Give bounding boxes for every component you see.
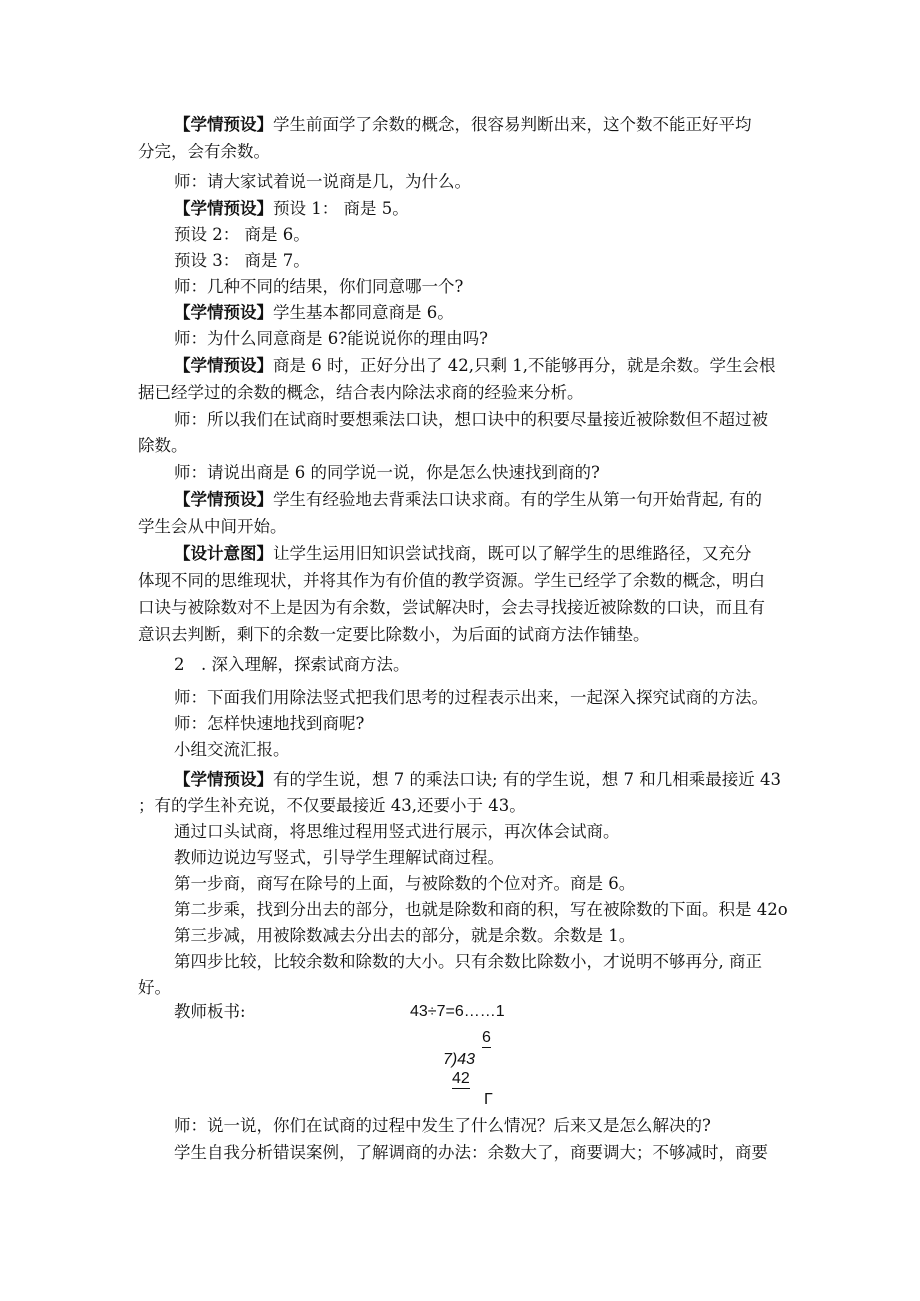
line-text: 学生有经验地去背乘法口诀求商。有的学生从第一句开始背起, 有的 [273, 490, 762, 509]
remainder: Γ [484, 1091, 493, 1108]
paragraph-line: 师：几种不同的结果，你们同意哪一个? [174, 277, 464, 296]
paragraph-line: 小组交流汇报。 [174, 740, 290, 759]
paragraph-line: 好。 [138, 978, 171, 997]
tag-label: 【学情预设】 [174, 770, 273, 789]
paragraph-line: 师：为什么同意商是 6?能说说你的理由吗? [174, 329, 488, 348]
tag-label: 【学情预设】 [174, 303, 273, 322]
paragraph-line [174, 542, 834, 566]
line-text: 让学生运用旧知识尝试找商，既可以了解学生的思维路径，又充分 [273, 544, 752, 563]
paragraph-line [174, 301, 834, 325]
line-text: 商是 6 时，正好分出了 42,只剩 1,不能够再分，就是余数。学生会根 [273, 356, 776, 375]
tag-label: 【设计意图】 [174, 544, 273, 563]
paragraph-line: 学生会从中间开始。 [138, 517, 287, 536]
section-heading: 2 . 深入理解，探索试商方法。 [174, 655, 410, 674]
paragraph-line: 据已经学过的余数的概念，结合表内除法求商的经验来分析。 [138, 383, 584, 402]
paragraph-line: 通过口头试商，将思维过程用竖式进行展示，再次体会试商。 [174, 822, 620, 841]
paragraph-line: 除数。 [138, 436, 188, 455]
board-label: 教师板书: [174, 1002, 246, 1021]
paragraph-line: 师：说一说，你们在试商的过程中发生了什么情况？后来又是怎么解决的? [174, 1116, 711, 1135]
line-text: 预设 1： 商是 5。 [273, 199, 409, 218]
paragraph-line: ；有的学生补充说，不仅要最接近 43,还要小于 43。 [138, 796, 526, 815]
division-equation: 43÷7=6……1 [410, 1003, 505, 1020]
paragraph-line: 第二步乘，找到分出去的部分，也就是除数和商的积，写在被除数的下面。积是 42o [174, 900, 788, 919]
tag-label: 【学情预设】 [174, 115, 273, 134]
paragraph-line: 教师边说边写竖式，引导学生理解试商过程。 [174, 848, 504, 867]
paragraph-line [174, 488, 834, 512]
paragraph-line [174, 113, 834, 137]
line-text: 学生基本都同意商是 6。 [273, 303, 454, 322]
paragraph-line [174, 197, 834, 221]
paragraph-line: 师：所以我们在试商时要想乘法口诀，想口诀中的积要尽量接近被除数但不超过被 [174, 410, 768, 429]
paragraph-line: 师：怎样快速地找到商呢? [174, 714, 365, 733]
paragraph-line: 预设 2： 商是 6。 [174, 225, 310, 244]
paragraph-line: 学生自我分析错误案例，了解调商的办法：余数大了，商要调大；不够减时，商要 [174, 1143, 768, 1162]
paragraph-line: 师：请大家试着说一说商是几，为什么。 [174, 172, 471, 191]
paragraph-line: 第三步减，用被除数减去分出去的部分，就是余数。余数是 1。 [174, 926, 636, 945]
paragraph-line [174, 354, 834, 378]
quotient: 6 [482, 1029, 491, 1046]
paragraph-line: 口诀与被除数对不上是因为有余数，尝试解决时，会去寻找接近被除数的口诀，而且有 [138, 598, 765, 617]
partial-product: 42 [452, 1070, 470, 1087]
tag-label: 【学情预设】 [174, 356, 273, 375]
paragraph-line: 第四步比较，比较余数和除数的大小。只有余数比除数小，才说明不够再分, 商正 [174, 952, 762, 971]
line-text: 有的学生说，想 7 的乘法口诀; 有的学生说，想 7 和几相乘最接近 43 [273, 770, 782, 789]
paragraph-line: 师：下面我们用除法竖式把我们思考的过程表示出来，一起深入探究试商的方法。 [174, 688, 768, 707]
paragraph-line: 体现不同的思维现状，并将其作为有价值的教学资源。学生已经学了余数的概念，明白 [138, 571, 765, 590]
paragraph-line: 分完，会有余数。 [138, 142, 270, 161]
long-division-dividend: 7)43 [443, 1051, 476, 1068]
paragraph-line [174, 768, 834, 792]
paragraph-line: 意识去判断，剩下的余数一定要比除数小，为后面的试商方法作铺垫。 [138, 625, 650, 644]
paragraph-line: 预设 3： 商是 7。 [174, 251, 310, 270]
paragraph-line: 第一步商，商写在除号的上面，与被除数的个位对齐。商是 6。 [174, 874, 636, 893]
line-text: 学生前面学了余数的概念，很容易判断出来，这个数不能正好平均 [273, 115, 752, 134]
paragraph-line: 师：请说出商是 6 的同学说一说，你是怎么快速找到商的? [174, 463, 600, 482]
tag-label: 【学情预设】 [174, 490, 273, 509]
tag-label: 【学情预设】 [174, 199, 273, 218]
